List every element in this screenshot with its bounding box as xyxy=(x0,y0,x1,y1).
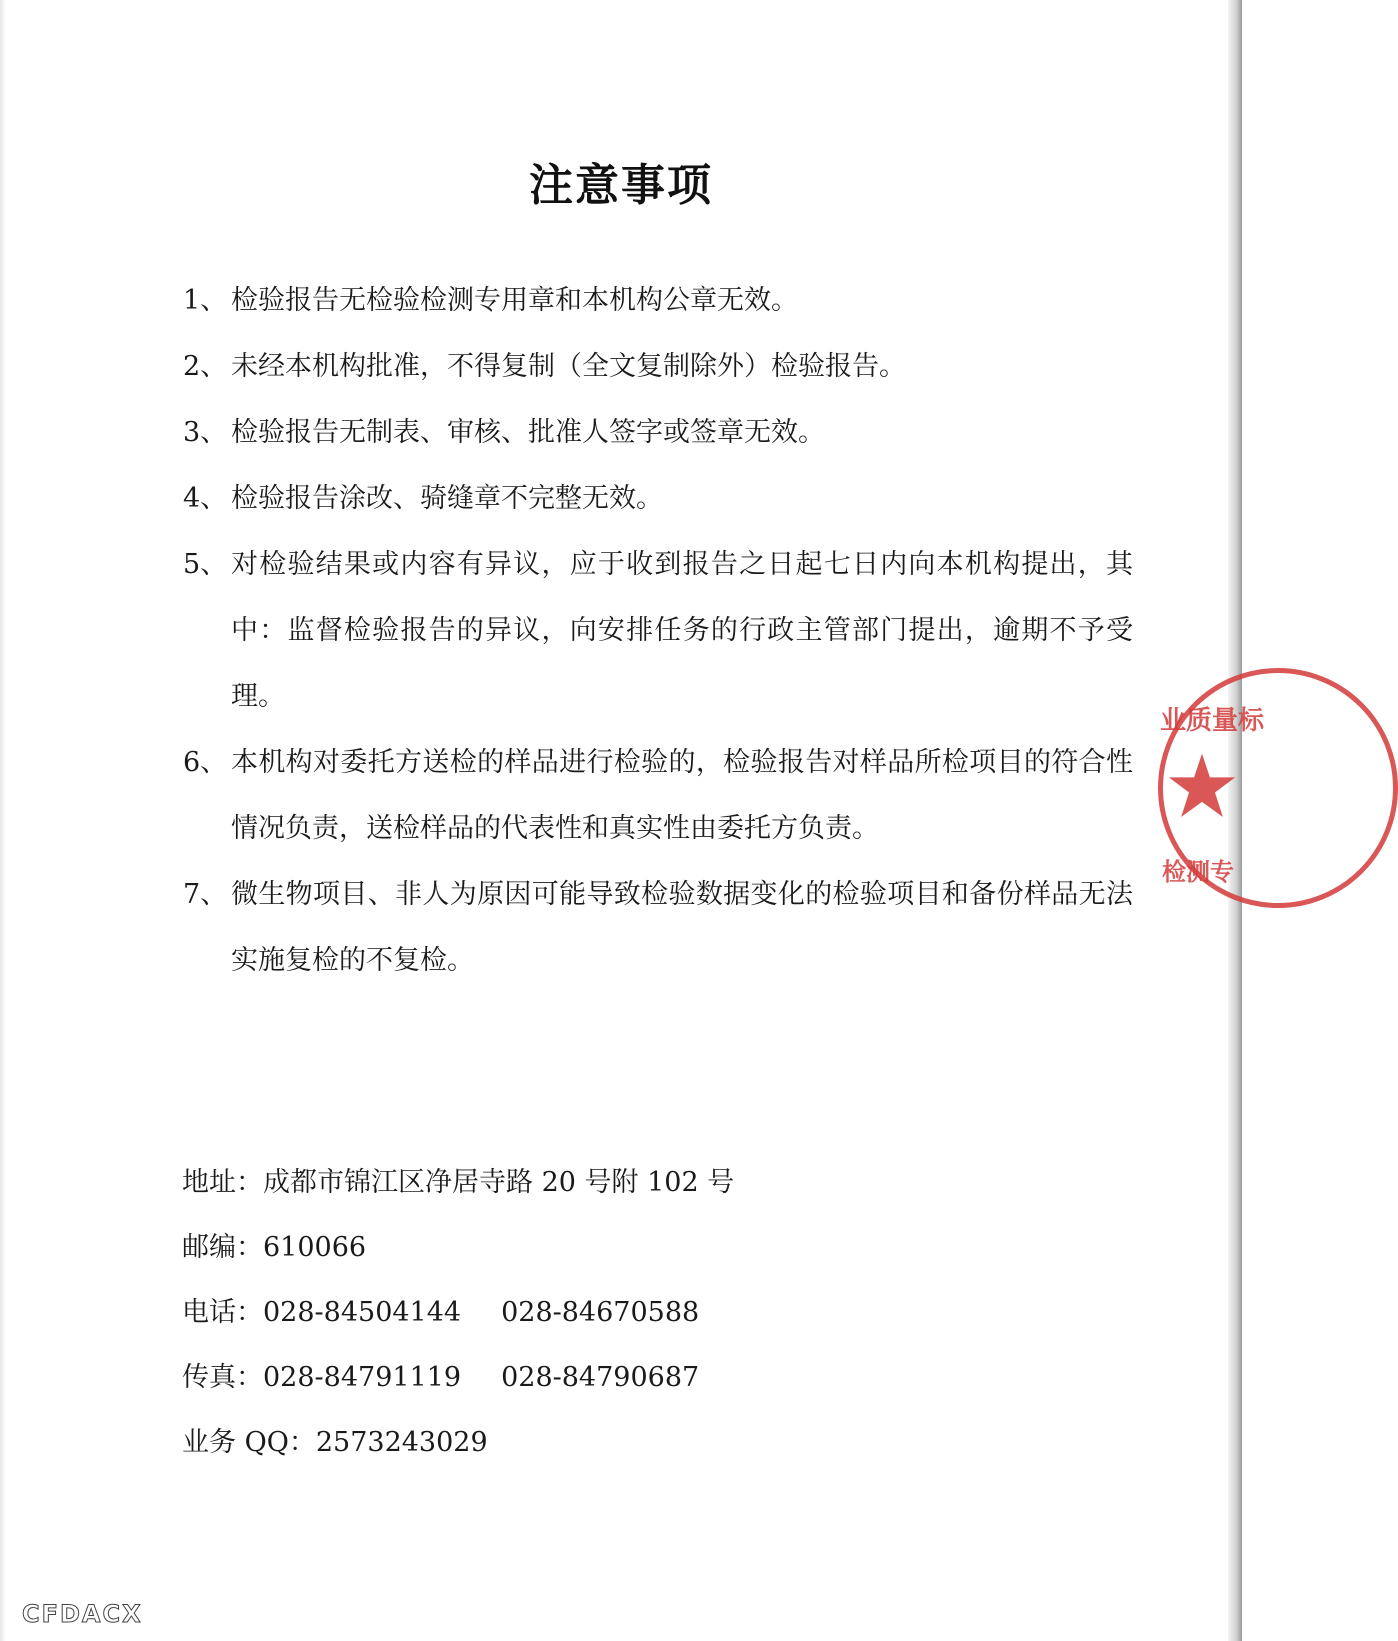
notice-number: 3、 xyxy=(183,417,228,448)
address-row xyxy=(182,1150,982,1215)
notice-item-2 xyxy=(183,334,1133,400)
qq-row xyxy=(182,1410,982,1475)
contact-block xyxy=(182,1150,982,1475)
notice-number: 6、 xyxy=(183,747,228,778)
notice-item-1 xyxy=(183,268,1133,334)
postcode-value: 610066 xyxy=(263,1232,367,1263)
notice-text: 检验报告无检验检测专用章和本机构公章无效。 xyxy=(231,285,798,316)
phone-number-1: 028-84504144 xyxy=(263,1297,462,1328)
notice-item-6 xyxy=(183,730,1133,862)
notice-number: 2、 xyxy=(183,351,228,382)
notice-number: 4、 xyxy=(183,483,228,514)
notice-text: 未经本机构批准，不得复制（全文复制除外）检验报告。 xyxy=(231,351,906,382)
fax-number-1: 028-84791119 xyxy=(263,1362,462,1393)
notice-text: 微生物项目、非人为原因可能导致检验数据变化的检验项目和备份样品无法实施复检的不复检。 xyxy=(231,879,1133,976)
qq-value: 2573243029 xyxy=(315,1427,488,1458)
address-value: 成都市锦江区净居寺路 20 号附 102 号 xyxy=(263,1167,735,1198)
seal-top-text: 业质量标 xyxy=(1160,706,1265,736)
notice-list xyxy=(183,268,1133,994)
notice-number: 7、 xyxy=(183,879,228,910)
notice-item-4 xyxy=(183,466,1133,532)
qq-label: 业务 QQ： xyxy=(182,1427,316,1458)
notice-text: 检验报告涂改、骑缝章不完整无效。 xyxy=(231,483,663,514)
phone-label: 电话： xyxy=(182,1297,263,1328)
watermark: CFDACX xyxy=(22,1600,143,1628)
notice-item-7 xyxy=(183,862,1133,994)
notice-number: 5、 xyxy=(183,549,228,580)
fax-label: 传真： xyxy=(182,1362,263,1393)
phone-number-2: 028-84670588 xyxy=(501,1297,700,1328)
postcode-row xyxy=(182,1215,982,1280)
fax-row xyxy=(182,1345,982,1410)
notice-item-3 xyxy=(183,400,1133,466)
seal-bottom-text: 检测专 xyxy=(1162,858,1234,886)
notice-number: 1、 xyxy=(183,285,228,316)
notice-text: 本机构对委托方送检的样品进行检验的，检验报告对样品所检项目的符合性情况负责，送检样品的代表性和真实性由委托方负责。 xyxy=(231,747,1133,844)
postcode-label: 邮编： xyxy=(182,1232,263,1263)
page-left-edge xyxy=(0,0,6,1641)
phone-row xyxy=(182,1280,982,1345)
address-label: 地址： xyxy=(182,1167,263,1198)
notice-item-5 xyxy=(183,532,1133,730)
fax-number-2: 028-84790687 xyxy=(501,1362,700,1393)
seal-star-icon xyxy=(1166,750,1238,822)
notice-text: 对检验结果或内容有异议，应于收到报告之日起七日内向本机构提出，其中：监督检验报告的异议，向安排任务的行政主管部门提出，逾期不予受理。 xyxy=(231,549,1133,712)
notice-text: 检验报告无制表、审核、批准人签字或签章无效。 xyxy=(231,417,825,448)
page-title: 注意事项 xyxy=(529,160,713,212)
